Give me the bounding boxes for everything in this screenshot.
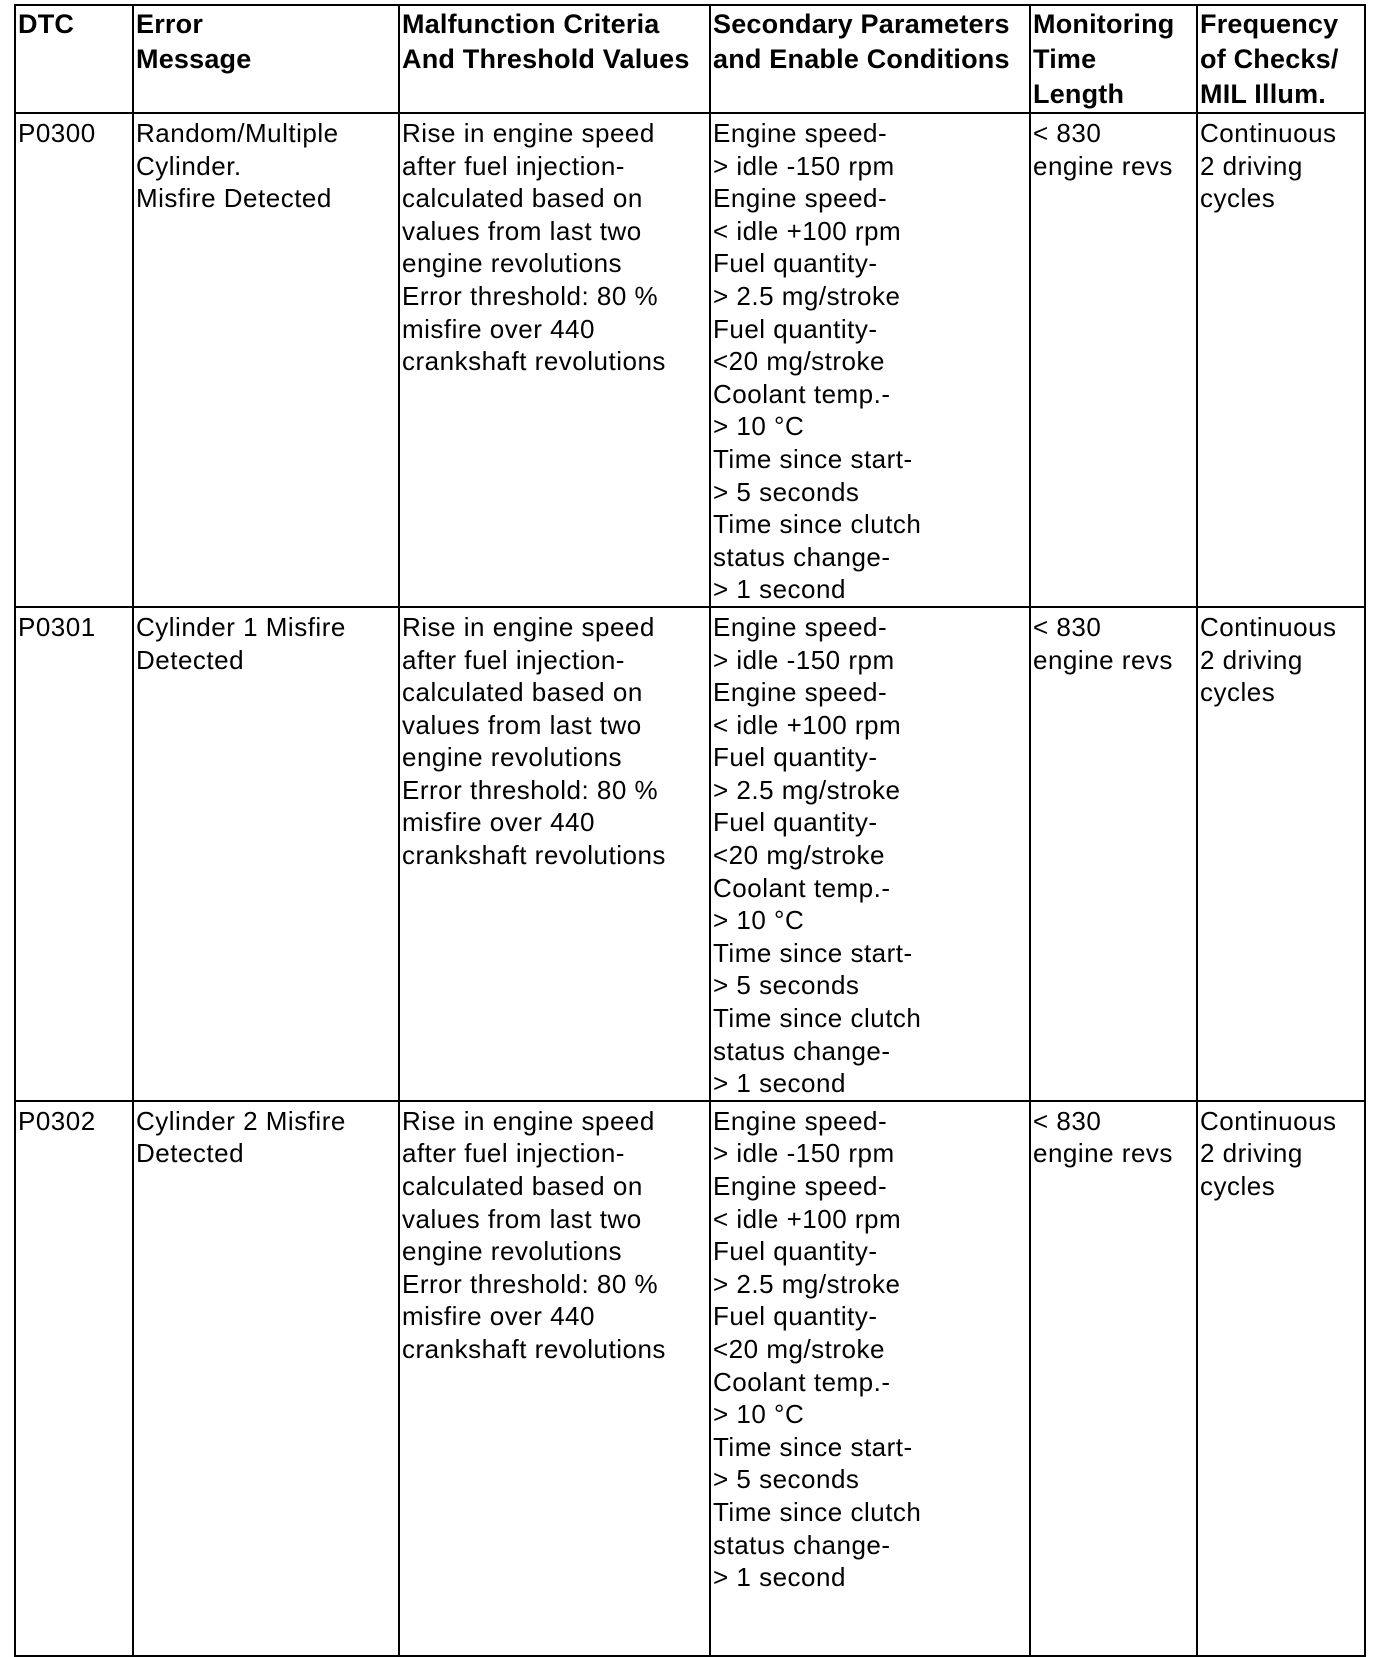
cell-malfunction-criteria: [399, 113, 710, 607]
cell-line: Engine speed-: [713, 1105, 888, 1136]
cell-line: Fuel quantity-: [713, 1236, 878, 1267]
header-line: of Checks/: [1200, 44, 1339, 74]
dtc-code: P0300: [18, 118, 96, 148]
cell-secondary-parameters: [710, 113, 1030, 607]
header-line: Secondary Parameters: [713, 9, 1010, 39]
cell-line: calculated based on: [402, 677, 643, 708]
table-row: [15, 113, 1365, 607]
cell-line: Coolant temp.-: [713, 872, 891, 903]
cell-frequency: [1197, 113, 1365, 607]
cell-line: Error threshold: 80 %: [402, 774, 659, 805]
cell-line: Random/Multiple: [136, 118, 339, 148]
header-row: [15, 5, 1365, 113]
cell-line: Engine speed-: [713, 611, 888, 642]
header-secondary-parameters: [710, 5, 1030, 113]
cell-line: after fuel injection-: [402, 1138, 625, 1169]
cell-line: > 10 °C: [713, 411, 805, 442]
cell-line: <20 mg/stroke: [713, 840, 885, 871]
cell-line: Engine speed-: [713, 183, 888, 214]
table-header: [15, 5, 1365, 113]
cell-line: Cylinder.: [136, 150, 242, 181]
cell-line: 2 driving: [1200, 150, 1303, 181]
cell-line: Fuel quantity-: [713, 742, 878, 773]
cell-line: engine revolutions: [402, 742, 623, 773]
cell-line: Coolant temp.-: [713, 1366, 891, 1397]
cell-line: > 5 seconds: [713, 1464, 860, 1495]
cell-line: calculated based on: [402, 183, 643, 214]
cell-line: < idle +100 rpm: [713, 1203, 902, 1234]
cell-line: > 5 seconds: [713, 970, 860, 1001]
cell-dtc: [15, 1101, 133, 1656]
header-frequency: [1197, 5, 1365, 113]
cell-line: < idle +100 rpm: [713, 709, 902, 740]
cell-secondary-parameters: [710, 607, 1030, 1101]
table-row: [15, 607, 1365, 1101]
cell-line: Detected: [136, 644, 245, 675]
cell-line: Rise in engine speed: [402, 1105, 655, 1136]
header-monitoring-time: [1030, 5, 1197, 113]
cell-line: Engine speed-: [713, 677, 888, 708]
cell-line: values from last two: [402, 215, 642, 246]
cell-line: Fuel quantity-: [713, 1301, 878, 1332]
cell-line: Rise in engine speed: [402, 118, 655, 148]
cell-line: misfire over 440: [402, 1301, 595, 1332]
cell-line: Continuous: [1200, 1105, 1337, 1136]
cell-secondary-parameters: [710, 1101, 1030, 1656]
cell-line: after fuel injection-: [402, 150, 625, 181]
header-line: Malfunction Criteria: [402, 9, 660, 39]
cell-line: Misfire Detected: [136, 183, 332, 214]
header-line: Error: [136, 9, 204, 39]
cell-line: calculated based on: [402, 1171, 643, 1201]
cell-line: Coolant temp.-: [713, 378, 891, 409]
cell-line: > 1 second: [713, 1068, 846, 1099]
cell-line: < 830: [1033, 611, 1102, 642]
header-error-message: [133, 5, 399, 113]
cell-line: crankshaft revolutions: [402, 840, 666, 871]
cell-line: Cylinder 2 Misfire: [136, 1105, 346, 1136]
cell-line: Engine speed-: [713, 1171, 888, 1201]
cell-line: engine revs: [1033, 644, 1173, 675]
cell-line: > idle -150 rpm: [713, 1138, 895, 1169]
cell-frequency: [1197, 607, 1365, 1101]
cell-line: status change-: [713, 1529, 891, 1560]
cell-line: cycles: [1200, 1171, 1276, 1201]
cell-line: 2 driving: [1200, 644, 1303, 675]
table-row: [15, 1101, 1365, 1656]
cell-line: Rise in engine speed: [402, 611, 655, 642]
header-line: Time: [1033, 44, 1097, 74]
cell-error-message: [133, 607, 399, 1101]
cell-line: crankshaft revolutions: [402, 1333, 666, 1364]
cell-malfunction-criteria: [399, 607, 710, 1101]
cell-line: Time since start-: [713, 443, 913, 474]
cell-line: Time since start-: [713, 1431, 913, 1462]
cell-line: engine revolutions: [402, 1236, 623, 1267]
header-line: Message: [136, 44, 252, 74]
cell-line: values from last two: [402, 1203, 642, 1234]
cell-monitoring-time: [1030, 113, 1197, 607]
cell-line: > 2.5 mg/stroke: [713, 774, 901, 805]
header-line: Monitoring: [1033, 9, 1175, 39]
cell-line: Continuous: [1200, 611, 1337, 642]
cell-line: > 10 °C: [713, 1399, 805, 1430]
cell-line: misfire over 440: [402, 807, 595, 838]
cell-monitoring-time: [1030, 607, 1197, 1101]
cell-line: > 10 °C: [713, 905, 805, 936]
cell-line: engine revolutions: [402, 248, 623, 279]
cell-line: Error threshold: 80 %: [402, 1268, 659, 1299]
cell-line: Continuous: [1200, 118, 1337, 148]
header-line: Frequency: [1200, 9, 1339, 39]
cell-line: > idle -150 rpm: [713, 644, 895, 675]
cell-line: Fuel quantity-: [713, 313, 878, 344]
header-malfunction-criteria: [399, 5, 710, 113]
header-line: And Threshold Values: [402, 44, 690, 74]
cell-line: cycles: [1200, 183, 1276, 214]
cell-line: misfire over 440: [402, 313, 595, 344]
cell-line: <20 mg/stroke: [713, 346, 885, 377]
cell-line: Fuel quantity-: [713, 248, 878, 279]
cell-line: > 5 seconds: [713, 476, 860, 507]
cell-line: Time since clutch: [713, 1003, 922, 1034]
cell-line: Time since clutch: [713, 509, 922, 540]
cell-line: > 2.5 mg/stroke: [713, 280, 901, 311]
dtc-code: P0302: [18, 1105, 96, 1136]
cell-line: < idle +100 rpm: [713, 215, 902, 246]
cell-line: Error threshold: 80 %: [402, 280, 659, 311]
cell-line: > 2.5 mg/stroke: [713, 1268, 901, 1299]
cell-line: Fuel quantity-: [713, 807, 878, 838]
cell-line: > idle -150 rpm: [713, 150, 895, 181]
cell-line: engine revs: [1033, 150, 1173, 181]
cell-line: status change-: [713, 541, 891, 572]
cell-line: status change-: [713, 1035, 891, 1066]
cell-line: engine revs: [1033, 1138, 1173, 1169]
dtc-table: [14, 4, 1366, 1657]
cell-line: after fuel injection-: [402, 644, 625, 675]
cell-monitoring-time: [1030, 1101, 1197, 1656]
cell-line: > 1 second: [713, 574, 846, 605]
cell-error-message: [133, 113, 399, 607]
cell-line: crankshaft revolutions: [402, 346, 666, 377]
header-line: DTC: [18, 9, 75, 39]
cell-malfunction-criteria: [399, 1101, 710, 1656]
cell-line: Time since clutch: [713, 1496, 922, 1527]
cell-dtc: [15, 113, 133, 607]
header-line: and Enable Conditions: [713, 44, 1010, 74]
cell-line: < 830: [1033, 1105, 1102, 1136]
table-body: [15, 113, 1365, 1656]
header-dtc: [15, 5, 133, 113]
cell-line: > 1 second: [713, 1562, 846, 1593]
cell-dtc: [15, 607, 133, 1101]
header-line: MIL Illum.: [1200, 79, 1327, 109]
cell-line: values from last two: [402, 709, 642, 740]
cell-line: Cylinder 1 Misfire: [136, 611, 346, 642]
header-line: Length: [1033, 79, 1125, 109]
dtc-code: P0301: [18, 611, 96, 642]
cell-line: 2 driving: [1200, 1138, 1303, 1169]
cell-line: Detected: [136, 1138, 245, 1169]
cell-line: Engine speed-: [713, 118, 888, 148]
cell-line: <20 mg/stroke: [713, 1333, 885, 1364]
cell-line: < 830: [1033, 118, 1102, 148]
cell-line: cycles: [1200, 677, 1276, 708]
cell-frequency: [1197, 1101, 1365, 1656]
cell-error-message: [133, 1101, 399, 1656]
cell-line: Time since start-: [713, 937, 913, 968]
